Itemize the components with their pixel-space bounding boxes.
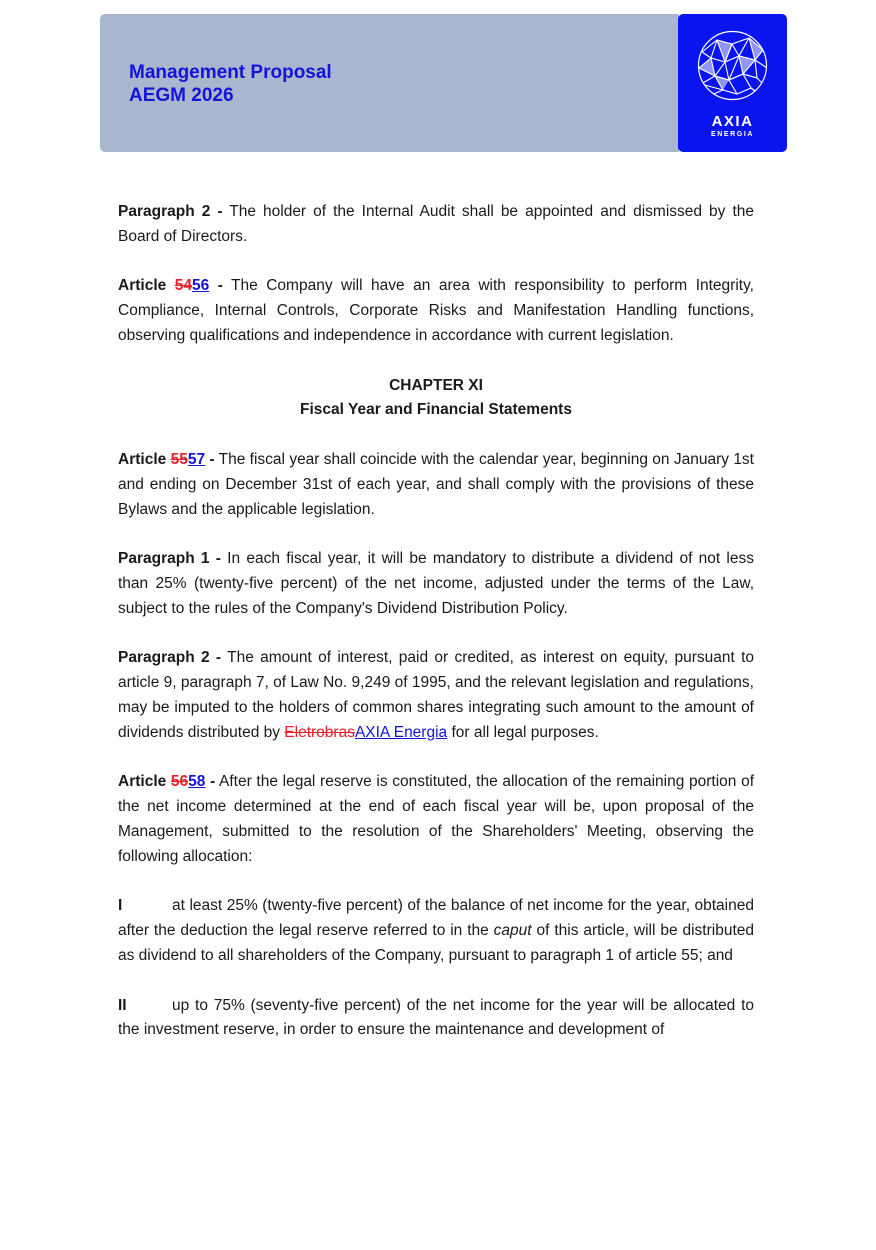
document-title [129, 61, 332, 107]
item-italic: caput [493, 922, 532, 940]
allocation-item-i [118, 894, 754, 968]
chapter-heading: CHAPTER XI [389, 376, 483, 394]
inserted-article-number: 57 [187, 450, 206, 468]
article-label: Article 5456 - [118, 277, 223, 295]
title-line-2: AEGM 2026 [129, 85, 234, 106]
article-56 [118, 274, 754, 348]
item-text: at least 25% (twenty-five percent) of the balance of net income for the year, obtained after the deduction the legal reserve referred to in the [118, 897, 754, 940]
inserted-article-number: 56 [191, 277, 210, 295]
paragraph-text: In each fiscal year, it will be mandatory to distribute a dividend of not less than 25% (twenty-five percent) of the net income, adjusted under the terms of the Law, subject to the rules of the Company's Dividend Distribution Policy. [118, 550, 755, 617]
paragraph-label: Paragraph 2 - [118, 649, 222, 667]
deleted-article-number: 56 [170, 773, 189, 791]
paragraph-text: The holder of the Internal Audit shall be appointed and dismissed by the Board of Directors. [118, 203, 754, 245]
item-label: I [118, 897, 123, 915]
article-label: Article 5658 - [118, 773, 216, 791]
document-body [118, 200, 754, 1068]
article-58 [118, 770, 754, 869]
inserted-company-name: AXIA Energia [354, 723, 448, 741]
paragraph-2-interest-on-equity [118, 646, 754, 745]
article-label: Article 5557 - [118, 450, 215, 468]
item-text-end: of this article, will be distributed as dividend to all shareholders of the Company, pursuant to paragraph 1 of article 55; and [118, 922, 754, 964]
allocation-item-ii [118, 994, 754, 1044]
paragraph-2-internal-audit [118, 200, 754, 250]
deleted-company-name: Eletrobras [284, 723, 355, 741]
paragraph-label: Paragraph 2 - [118, 203, 223, 220]
article-57 [118, 448, 754, 522]
paragraph-text-end: for all legal purposes. [447, 723, 599, 741]
globe-logo-icon [697, 30, 768, 101]
chapter-subheading: Fiscal Year and Financial Statements [300, 401, 572, 419]
deleted-article-number: 55 [170, 450, 188, 468]
inserted-article-number: 58 [188, 773, 206, 791]
title-line-1: Management Proposal [129, 62, 332, 83]
paragraph-1-dividend [118, 547, 754, 621]
article-text: The fiscal year shall coincide with the calendar year, beginning on January 1st and ending on December 31st of each year, and shall comply with the provisions of these Bylaws and the applicable legislation. [118, 450, 754, 518]
deleted-article-number: 54 [174, 277, 192, 295]
article-text: The Company will have an area with responsibility to perform Integrity, Compliance, Internal Controls, Corporate Risks and Manifestation Handling functions, observing qualifications and independence in accordance with current legislation. [118, 277, 754, 344]
item-text: up to 75% (seventy-five percent) of the net income for the year will be allocated to the investment reserve, in order to ensure the maintenance and development of [118, 996, 754, 1039]
paragraph-text: The amount of interest, paid or credited, as interest on equity, pursuant to article 9, paragraph 7, of Law No. 9,249 of 1995, and the relevant legislation and regulations, may be imputed to the holders of common shares integrating such amount to the amount of dividends distributed by [118, 649, 755, 741]
logo-subtitle: ENERGIA [710, 131, 755, 138]
company-logo [678, 14, 787, 152]
logo-wordmark: AXIA [711, 113, 754, 130]
article-text: After the legal reserve is constituted, the allocation of the remaining portion of the net income determined at the end of each fiscal year will be, upon proposal of the Management, submitted to the resolution of the Shareholders' Meeting, observing the following allocation: [118, 773, 754, 865]
paragraph-label: Paragraph 1 - [118, 550, 221, 568]
item-label: II [118, 996, 127, 1014]
